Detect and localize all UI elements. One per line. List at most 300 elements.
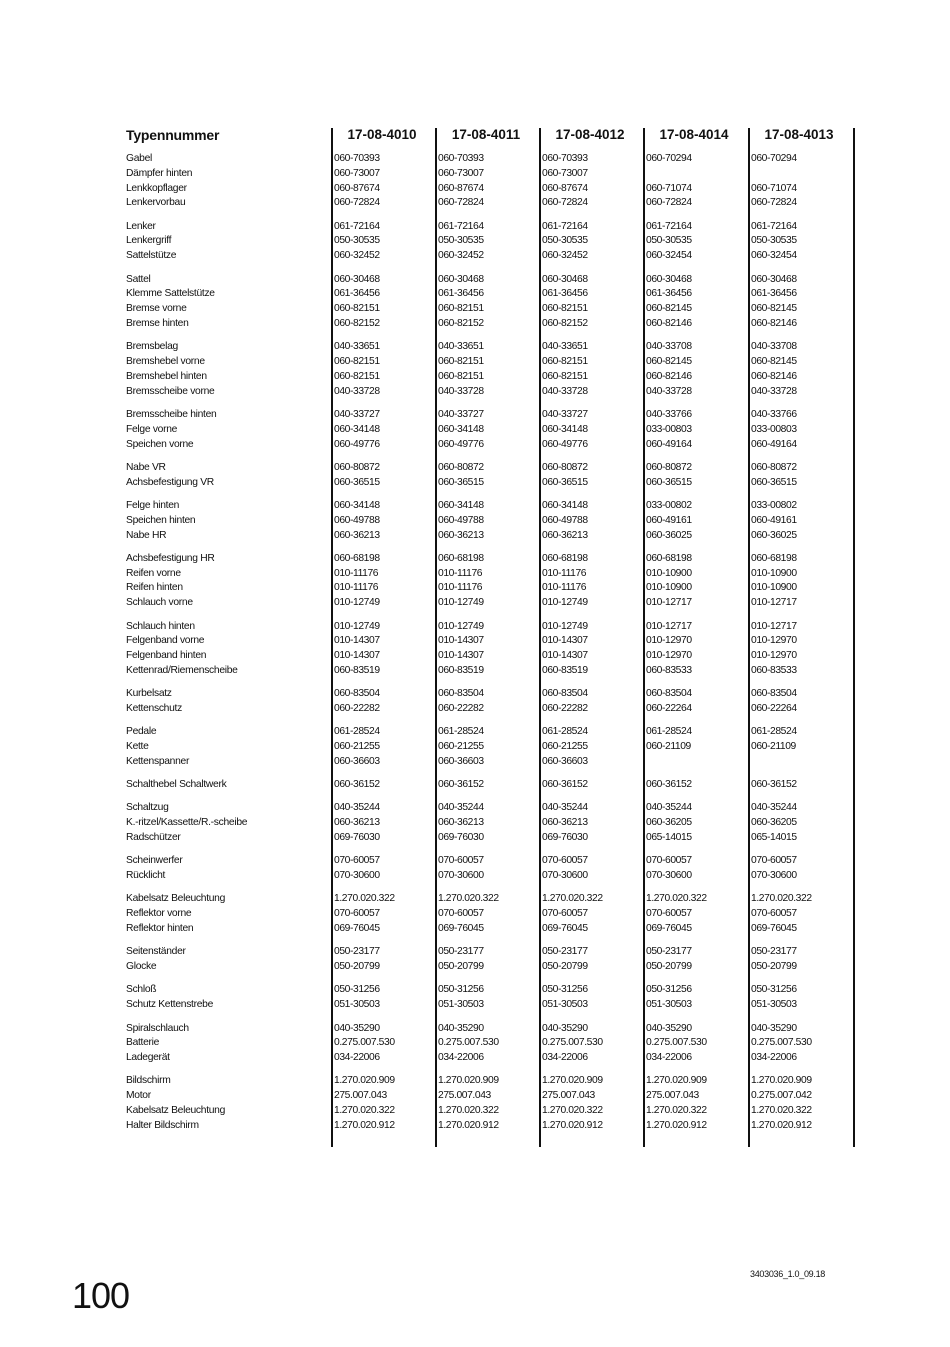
table-row	[124, 702, 860, 717]
column-divider	[539, 128, 541, 1147]
part-number-cell: 034-22006	[438, 1052, 484, 1064]
part-number-cell: 061-28524	[334, 726, 380, 738]
table-row	[124, 816, 860, 831]
part-number-cell: 1.270.020.322	[751, 1105, 812, 1117]
part-name: Felgenband hinten	[126, 650, 207, 662]
part-number-cell: 050-20799	[334, 961, 380, 973]
row-group	[124, 854, 860, 884]
part-number-cell: 060-21255	[438, 741, 484, 753]
part-name: Bremshebel hinten	[126, 370, 207, 382]
part-number-cell: 010-12970	[646, 650, 692, 662]
part-number-cell: 060-36152	[751, 779, 797, 791]
row-group	[124, 340, 860, 399]
table-row	[124, 196, 860, 211]
part-number-cell: 050-23177	[334, 946, 380, 958]
part-number-cell: 060-32454	[751, 250, 797, 262]
part-number-cell: 060-82151	[334, 303, 380, 315]
part-name: Kurbelsatz	[126, 688, 172, 700]
part-number-cell: 1.270.020.909	[646, 1075, 707, 1087]
part-number-cell: 040-35244	[334, 802, 380, 814]
part-number-cell: 033-00802	[646, 499, 692, 511]
part-number-cell: 040-33708	[751, 341, 797, 353]
part-number-cell: 040-35244	[751, 802, 797, 814]
part-number-cell: 070-30600	[334, 870, 380, 882]
table-row	[124, 317, 860, 332]
part-number-cell: 1.270.020.322	[542, 893, 603, 905]
part-number-cell: 060-72824	[334, 197, 380, 209]
part-number-cell: 061-28524	[751, 726, 797, 738]
part-number-cell: 040-33651	[438, 341, 484, 353]
part-number-cell: 070-30600	[751, 870, 797, 882]
part-number-cell: 010-11176	[438, 582, 483, 594]
part-number-cell: 060-83504	[646, 688, 692, 700]
part-number-cell: 060-82151	[542, 370, 588, 382]
part-number-cell: 060-68198	[542, 552, 588, 564]
part-number-cell: 070-60057	[646, 908, 692, 920]
part-number-cell: 060-83504	[438, 688, 484, 700]
part-number-cell: 1.270.020.912	[334, 1119, 395, 1131]
part-number-cell: 0.275.007.530	[542, 1037, 603, 1049]
part-number-cell: 060-49164	[751, 438, 797, 450]
row-group	[124, 461, 860, 491]
part-name: Reifen vorne	[126, 567, 181, 579]
table-row	[124, 960, 860, 975]
part-name: Schloß	[126, 984, 157, 996]
part-number-cell: 060-49776	[438, 438, 484, 450]
table-row	[124, 220, 860, 235]
part-number-cell: 069-76045	[542, 923, 588, 935]
part-number-cell: 060-34148	[438, 499, 484, 511]
part-number-cell: 051-30503	[438, 999, 484, 1011]
part-number-cell: 275.007.043	[334, 1090, 387, 1102]
part-number-cell: 060-36515	[542, 476, 588, 488]
part-number-cell: 010-12970	[646, 635, 692, 647]
part-number-cell: 060-34148	[334, 423, 380, 435]
part-number-cell: 010-14307	[334, 635, 380, 647]
part-number-cell: 060-82151	[542, 303, 588, 315]
part-number-cell: 010-11176	[334, 582, 379, 594]
part-number-cell: 010-12749	[542, 620, 588, 632]
part-number-cell: 051-30503	[646, 999, 692, 1011]
part-number-cell: 1.270.020.912	[542, 1119, 603, 1131]
part-name: Sattel	[126, 273, 151, 285]
part-number-cell: 070-60057	[334, 908, 380, 920]
column-divider	[853, 128, 855, 1147]
part-number-cell: 070-60057	[751, 855, 797, 867]
part-number-cell: 051-30503	[542, 999, 588, 1011]
part-number-cell: 070-60057	[646, 855, 692, 867]
part-number-cell: 060-49164	[646, 438, 692, 450]
table-body	[124, 152, 860, 1134]
part-number-cell: 060-68198	[334, 552, 380, 564]
table-row	[124, 499, 860, 514]
part-name: Lenker	[126, 220, 156, 232]
part-number-cell: 010-12717	[751, 620, 797, 632]
part-name: Radschützer	[126, 832, 181, 844]
part-name: Bremshebel vorne	[126, 356, 205, 368]
part-number-cell: 060-83533	[646, 664, 692, 676]
part-number-cell: 060-36603	[334, 755, 380, 767]
part-number-cell: 040-35290	[334, 1022, 380, 1034]
row-group	[124, 220, 860, 264]
part-number-cell: 010-14307	[438, 650, 484, 662]
part-number-cell: 060-83504	[334, 688, 380, 700]
part-number-cell: 1.270.020.912	[438, 1119, 499, 1131]
part-number-cell: 060-82145	[751, 356, 797, 368]
part-number-cell: 069-76045	[646, 923, 692, 935]
part-number-cell: 010-11176	[542, 582, 587, 594]
table-row	[124, 385, 860, 400]
table-row	[124, 1089, 860, 1104]
part-number-cell: 050-31256	[438, 984, 484, 996]
part-number-cell: 010-11176	[334, 567, 379, 579]
part-number-cell: 060-32452	[542, 250, 588, 262]
row-group	[124, 945, 860, 975]
part-number-cell: 034-22006	[334, 1052, 380, 1064]
table-row	[124, 408, 860, 423]
part-number-cell: 060-83519	[542, 664, 588, 676]
part-number-cell: 060-22282	[334, 703, 380, 714]
part-number-cell: 060-72824	[646, 197, 692, 209]
part-number-cell: 060-22264	[646, 703, 692, 714]
part-number-cell: 060-83504	[542, 688, 588, 700]
header-label: Typennummer	[126, 127, 220, 143]
part-number-cell: 060-49788	[334, 514, 380, 526]
part-name: Felge hinten	[126, 499, 180, 511]
part-number-cell: 040-33728	[542, 385, 588, 397]
part-number-cell: 0.275.007.530	[334, 1037, 395, 1049]
part-number-cell: 069-76030	[438, 832, 484, 844]
part-number-cell: 060-82145	[646, 356, 692, 368]
part-number-cell: 1.270.020.322	[334, 893, 395, 905]
part-number-cell: 0.275.007.530	[646, 1037, 707, 1049]
part-number-cell: 061-36456	[438, 288, 484, 300]
part-number-cell: 275.007.043	[646, 1090, 699, 1102]
part-number-cell: 060-82146	[751, 370, 797, 382]
part-name: Glocke	[126, 961, 157, 973]
part-number-cell: 040-33727	[438, 408, 484, 420]
part-number-cell: 010-10900	[646, 582, 692, 594]
part-number-cell: 050-20799	[751, 961, 797, 973]
part-number-cell: 070-60057	[751, 908, 797, 920]
table-row	[124, 423, 860, 438]
part-number-cell: 060-36205	[751, 817, 797, 829]
part-number-cell: 065-14015	[646, 832, 692, 844]
part-number-cell: 060-80872	[646, 461, 692, 473]
row-group	[124, 725, 860, 769]
part-number-cell: 070-60057	[438, 908, 484, 920]
part-number-cell: 060-73007	[542, 167, 588, 179]
part-number-cell: 040-35290	[542, 1022, 588, 1034]
part-number-cell: 060-36152	[438, 779, 484, 791]
part-number-cell: 060-82146	[751, 317, 797, 329]
part-number-cell: 040-35290	[646, 1022, 692, 1034]
part-number-cell: 061-72164	[438, 220, 484, 232]
part-number-cell: 050-31256	[542, 984, 588, 996]
part-number-cell: 065-14015	[751, 832, 797, 844]
part-name: Bremsscheibe vorne	[126, 385, 215, 397]
part-number-cell: 050-23177	[751, 946, 797, 958]
column-header: 17-08-4012	[555, 127, 625, 142]
part-number-cell: 050-20799	[542, 961, 588, 973]
column-header: 17-08-4013	[764, 127, 834, 142]
part-number-cell: 060-49161	[646, 514, 692, 526]
part-name: Schalthebel Schaltwerk	[126, 779, 227, 791]
part-name: Achsbefestigung HR	[126, 552, 215, 564]
part-number-cell: 060-36205	[646, 817, 692, 829]
part-number-cell: 033-00802	[751, 499, 797, 511]
part-name: Klemme Sattelstütze	[126, 288, 215, 300]
part-name: Kettenrad/Riemenscheibe	[126, 664, 238, 676]
table-row	[124, 1104, 860, 1119]
part-number-cell: 033-00803	[646, 423, 692, 435]
part-number-cell: 060-80872	[751, 461, 797, 473]
document-code: 3403036_1.0_09.18	[750, 1269, 825, 1279]
part-number-cell: 050-31256	[751, 984, 797, 996]
part-number-cell: 060-83519	[334, 664, 380, 676]
part-number-cell: 060-82151	[438, 356, 484, 368]
part-number-cell: 070-30600	[646, 870, 692, 882]
part-number-cell: 1.270.020.322	[646, 893, 707, 905]
part-number-cell: 060-32452	[438, 250, 484, 262]
part-name: Dämpfer hinten	[126, 167, 193, 179]
part-number-cell: 010-12749	[542, 597, 588, 609]
part-number-cell: 060-73007	[334, 167, 380, 179]
part-name: Pedale	[126, 726, 157, 738]
part-number-cell: 060-82151	[438, 370, 484, 382]
table-row	[124, 945, 860, 960]
table-row	[124, 907, 860, 922]
part-number-cell: 060-82152	[542, 317, 588, 329]
part-number-cell: 1.270.020.909	[334, 1075, 395, 1087]
part-number-cell: 060-72824	[438, 197, 484, 209]
part-number-cell: 060-36213	[334, 529, 380, 541]
part-number-cell: 060-21255	[334, 741, 380, 753]
part-name: Batterie	[126, 1037, 160, 1049]
part-number-cell: 060-71074	[646, 182, 692, 194]
part-number-cell: 040-33766	[751, 408, 797, 420]
column-header: 17-08-4010	[347, 127, 417, 142]
part-number-cell: 060-36152	[646, 779, 692, 791]
row-group	[124, 778, 860, 793]
part-number-cell: 069-76045	[751, 923, 797, 935]
part-name: Kette	[126, 741, 149, 753]
part-number-cell: 060-21255	[542, 741, 588, 753]
part-number-cell: 050-20799	[646, 961, 692, 973]
row-group	[124, 892, 860, 936]
table-row	[124, 801, 860, 816]
part-number-cell: 040-33728	[646, 385, 692, 397]
part-number-cell: 070-30600	[438, 870, 484, 882]
part-number-cell: 010-12717	[646, 620, 692, 632]
table-row	[124, 869, 860, 884]
part-number-cell: 060-36603	[438, 755, 484, 767]
part-number-cell: 060-49788	[438, 514, 484, 526]
part-number-cell: 060-68198	[646, 552, 692, 564]
table-row	[124, 514, 860, 529]
part-number-cell: 060-83504	[751, 688, 797, 700]
part-number-cell: 060-82152	[334, 317, 380, 329]
part-number-cell: 1.270.020.909	[438, 1075, 499, 1087]
part-name: Gabel	[126, 153, 152, 164]
part-number-cell: 060-49776	[334, 438, 380, 450]
table-row	[124, 778, 860, 793]
part-number-cell: 040-33727	[542, 408, 588, 420]
part-number-cell: 070-30600	[542, 870, 588, 882]
part-name: Felgenband vorne	[126, 635, 205, 647]
part-name: Lenkergriff	[126, 235, 172, 247]
part-number-cell: 040-33727	[334, 408, 380, 420]
part-number-cell: 060-70393	[438, 153, 484, 164]
part-number-cell: 010-14307	[334, 650, 380, 662]
part-number-cell: 060-30468	[438, 273, 484, 285]
part-number-cell: 061-28524	[438, 726, 484, 738]
part-number-cell: 060-36152	[334, 779, 380, 791]
part-number-cell: 050-23177	[542, 946, 588, 958]
part-number-cell: 040-35290	[438, 1022, 484, 1034]
table-row	[124, 740, 860, 755]
part-number-cell: 0.275.007.530	[751, 1037, 812, 1049]
part-number-cell: 010-12717	[646, 597, 692, 609]
table-row	[124, 340, 860, 355]
part-number-cell: 050-20799	[438, 961, 484, 973]
row-group	[124, 1074, 860, 1133]
table-row	[124, 1074, 860, 1089]
part-number-cell: 060-82145	[646, 303, 692, 315]
part-number-cell: 060-71074	[751, 182, 797, 194]
part-number-cell: 060-87674	[334, 182, 380, 194]
table-row	[124, 287, 860, 302]
table-row	[124, 302, 860, 317]
table-row	[124, 649, 860, 664]
part-number-cell: 050-30535	[334, 235, 380, 247]
part-number-cell: 061-36456	[334, 288, 380, 300]
part-number-cell: 040-35244	[646, 802, 692, 814]
part-number-cell: 060-87674	[542, 182, 588, 194]
row-group	[124, 620, 860, 679]
part-number-cell: 040-33708	[646, 341, 692, 353]
table-row	[124, 370, 860, 385]
part-number-cell: 060-32454	[646, 250, 692, 262]
row-group	[124, 801, 860, 845]
part-number-cell: 0.275.007.530	[438, 1037, 499, 1049]
part-name: Spiralschlauch	[126, 1022, 189, 1034]
column-divider	[331, 128, 333, 1147]
part-name: Bremse vorne	[126, 303, 187, 315]
table-row	[124, 234, 860, 249]
part-number-cell: 060-68198	[438, 552, 484, 564]
part-number-cell: 061-36456	[542, 288, 588, 300]
page-number: 100	[72, 1275, 130, 1316]
part-number-cell: 060-30468	[334, 273, 380, 285]
part-number-cell: 0.275.007.042	[751, 1090, 812, 1102]
part-number-cell: 1.270.020.322	[646, 1105, 707, 1117]
part-number-cell: 034-22006	[646, 1052, 692, 1064]
part-name: Nabe HR	[126, 529, 167, 541]
row-group	[124, 499, 860, 543]
part-number-cell: 010-10900	[751, 567, 797, 579]
part-name: Kettenspanner	[126, 755, 190, 767]
part-name: Scheinwerfer	[126, 855, 183, 867]
part-number-cell: 1.270.020.912	[751, 1119, 812, 1131]
part-number-cell: 060-22282	[542, 703, 588, 714]
table-row	[124, 461, 860, 476]
part-number-cell: 061-36456	[646, 288, 692, 300]
table-row	[124, 567, 860, 582]
part-number-cell: 060-82145	[751, 303, 797, 315]
part-number-cell: 010-11176	[542, 567, 587, 579]
part-name: Schaltzug	[126, 802, 169, 814]
part-number-cell: 040-33728	[751, 385, 797, 397]
table-row	[124, 831, 860, 846]
part-number-cell: 060-36515	[751, 476, 797, 488]
part-number-cell: 050-30535	[646, 235, 692, 247]
column-divider	[435, 128, 437, 1147]
part-number-cell: 060-82146	[646, 317, 692, 329]
part-number-cell: 060-36213	[542, 817, 588, 829]
part-number-cell: 010-12717	[751, 597, 797, 609]
part-number-cell: 275.007.043	[542, 1090, 595, 1102]
part-number-cell: 050-23177	[646, 946, 692, 958]
part-name: Motor	[126, 1090, 151, 1102]
table-row	[124, 152, 860, 167]
part-name: Bildschirm	[126, 1075, 171, 1087]
table-row	[124, 1119, 860, 1134]
part-number-cell: 060-80872	[542, 461, 588, 473]
table-row	[124, 687, 860, 702]
part-number-cell: 070-60057	[334, 855, 380, 867]
table-row	[124, 438, 860, 453]
part-name: Reifen hinten	[126, 582, 183, 594]
table-row	[124, 755, 860, 770]
part-number-cell: 010-14307	[542, 650, 588, 662]
part-name: Rücklicht	[126, 870, 166, 882]
part-number-cell: 060-36213	[334, 817, 380, 829]
part-name: Lenkkopflager	[126, 182, 187, 194]
part-name: Achsbefestigung VR	[126, 476, 214, 488]
part-number-cell: 010-12970	[751, 635, 797, 647]
part-number-cell: 1.270.020.322	[438, 893, 499, 905]
part-number-cell: 1.270.020.322	[542, 1105, 603, 1117]
part-number-cell: 060-49788	[542, 514, 588, 526]
part-number-cell: 040-35244	[542, 802, 588, 814]
part-name: Halter Bildschirm	[126, 1119, 199, 1131]
row-group	[124, 687, 860, 717]
part-number-cell: 060-36515	[438, 476, 484, 488]
part-name: Felge vorne	[126, 423, 178, 435]
part-number-cell: 010-12749	[334, 597, 380, 609]
part-number-cell: 060-36213	[542, 529, 588, 541]
part-number-cell: 010-10900	[751, 582, 797, 594]
part-number-cell: 061-72164	[542, 220, 588, 232]
part-number-cell: 010-14307	[542, 635, 588, 647]
part-name: Schlauch vorne	[126, 597, 193, 609]
part-number-cell: 060-70393	[334, 153, 380, 164]
part-number-cell: 060-82151	[334, 370, 380, 382]
part-number-cell: 040-33728	[334, 385, 380, 397]
table-row	[124, 664, 860, 679]
table-row	[124, 581, 860, 596]
part-number-cell: 033-00803	[751, 423, 797, 435]
part-number-cell: 010-12749	[438, 620, 484, 632]
part-name: Speichen vorne	[126, 438, 194, 450]
part-number-cell: 060-36603	[542, 755, 588, 767]
part-number-cell: 060-34148	[542, 423, 588, 435]
part-number-cell: 060-70294	[751, 153, 797, 164]
part-number-cell: 050-31256	[646, 984, 692, 996]
part-number-cell: 034-22006	[751, 1052, 797, 1064]
part-number-cell: 040-33766	[646, 408, 692, 420]
